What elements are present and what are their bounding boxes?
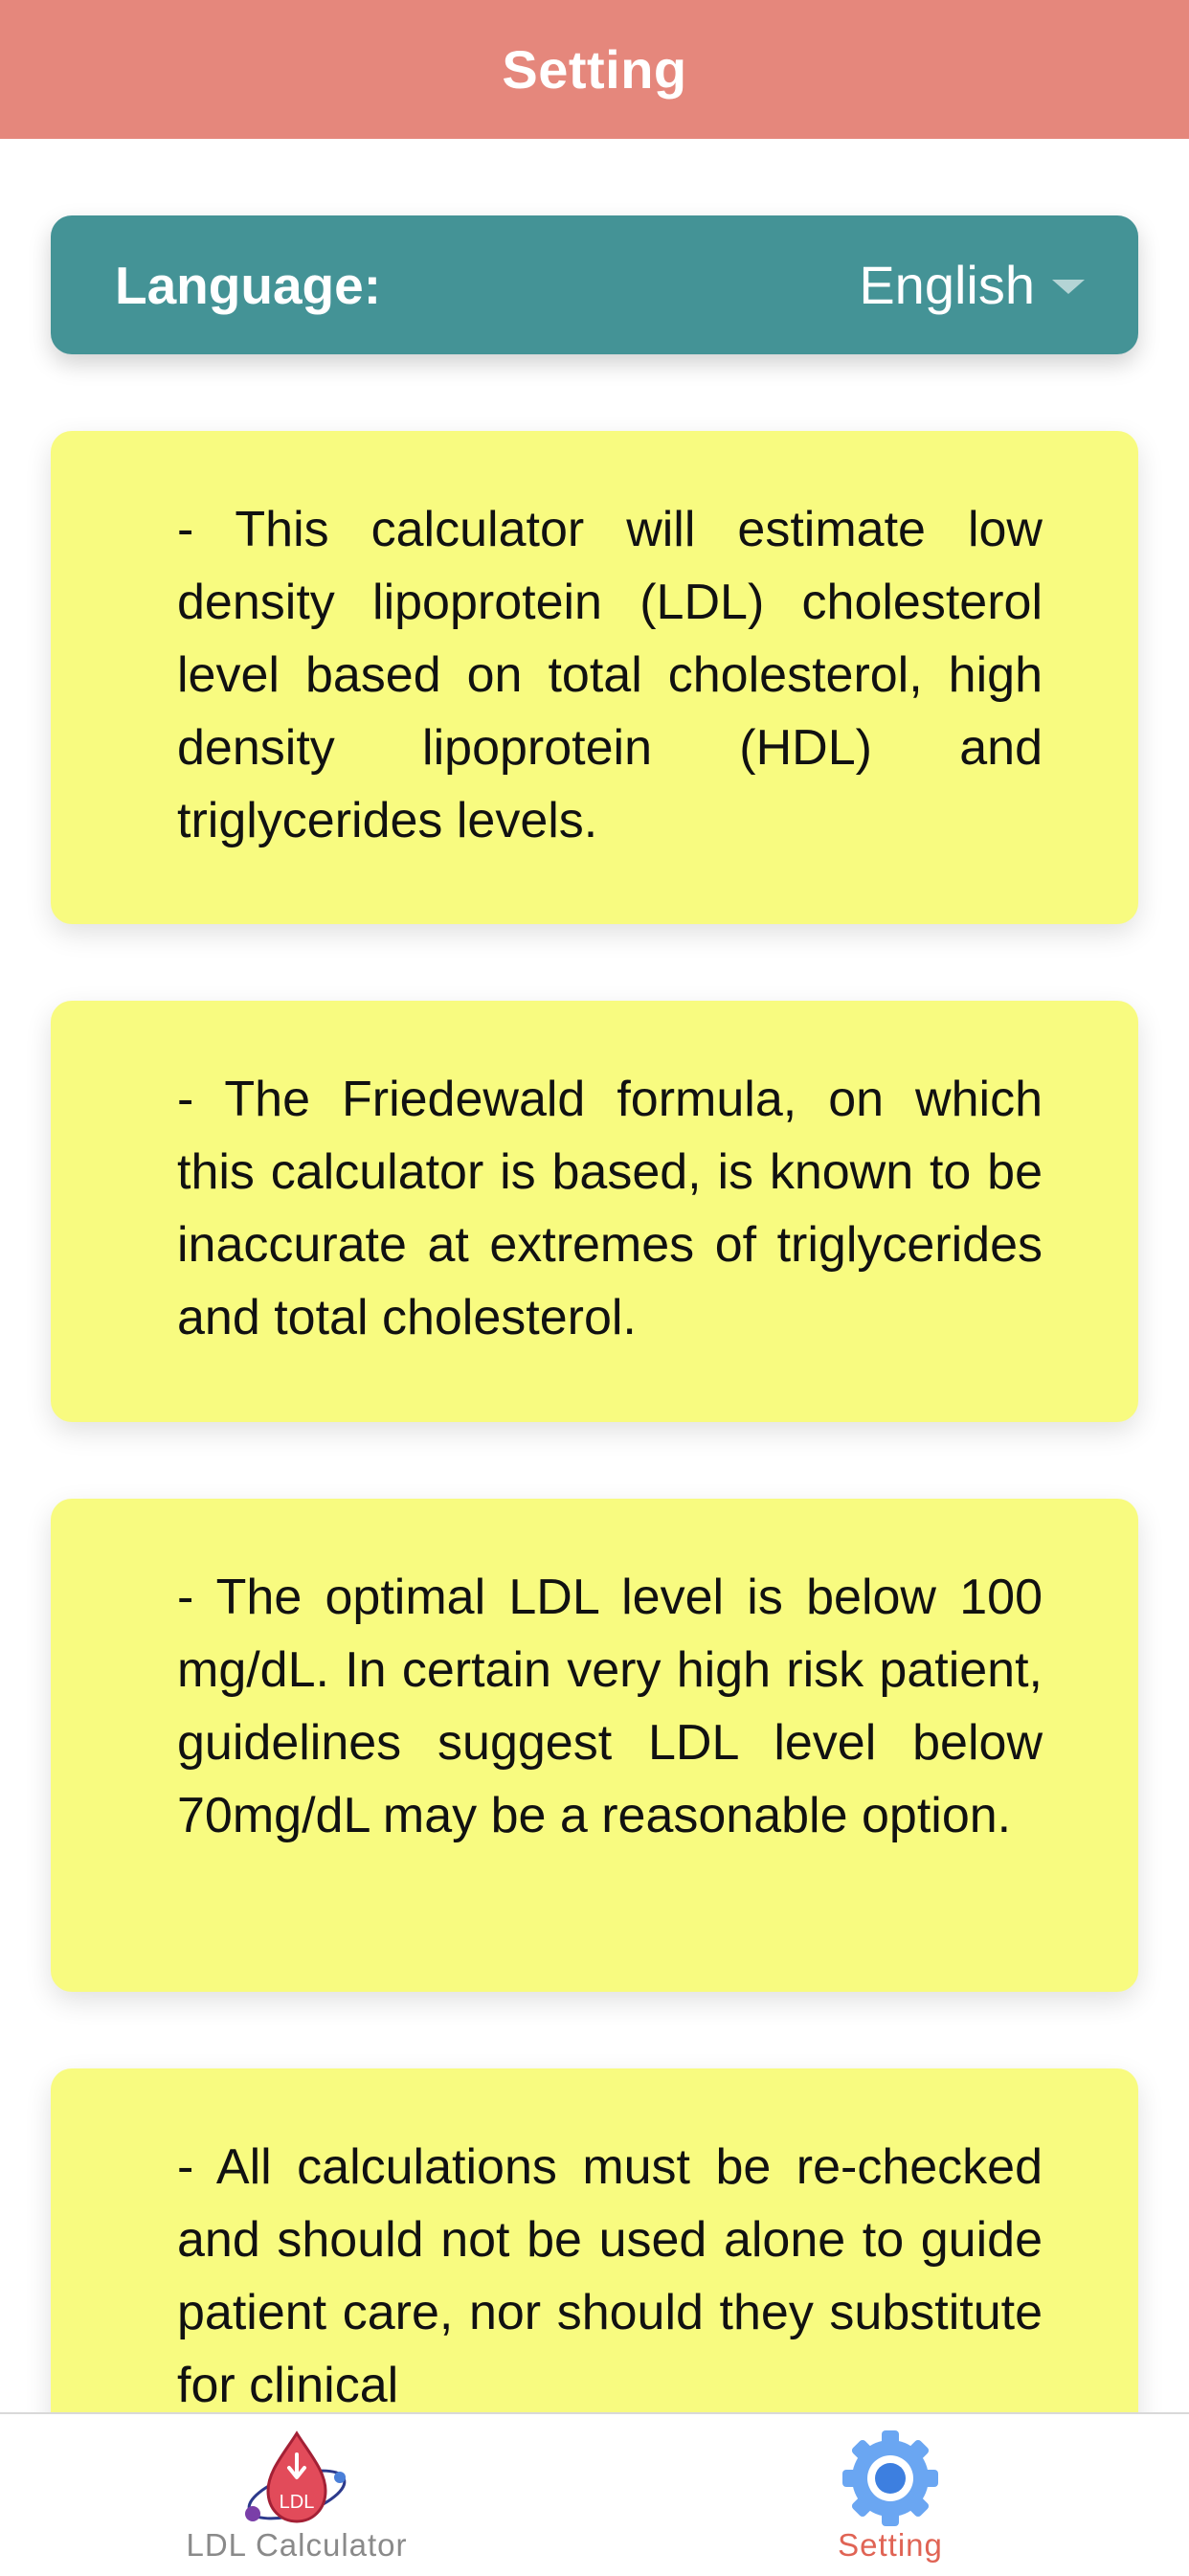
info-card-friedewald [51,1001,1138,1422]
app-header [0,0,1189,139]
info-card-text: - This calculator will estimate low density lipoprotein (LDL) cholesterol level based on total cholesterol, high density lipoprotein (HDL) and triglycerides levels. [177,502,1043,848]
ldl-badge-text: LDL [279,2492,315,2513]
gear-icon[interactable] [835,2428,946,2533]
language-dropdown[interactable] [859,254,1085,316]
tab-label-ldl-calculator[interactable]: LDL Calculator [186,2527,408,2563]
info-card-optimal-ldl [51,1499,1138,1992]
tab-bar [0,2412,1189,2574]
info-card-text: - The optimal LDL level is below 100 mg/dL. In certain very high risk patient, guidelines suggest LDL level below 70mg/dL may be a reasonable option. [177,1570,1043,1843]
settings-content[interactable] [0,139,1189,2412]
tab-label-setting[interactable]: Setting [838,2527,943,2563]
info-card-text: - The Friedewald formula, on which this calculator is based, is known to be inaccurate at extremes of triglycerides and total cholesterol. [177,1072,1043,1345]
tab-ldl-calculator[interactable] [96,2414,498,2576]
info-card-text: - All calculations must be re-checked and should not be used alone to guide patient care, nor should they substitute for clinical [177,2139,1043,2412]
page-title: Setting [502,39,687,100]
info-card-ldl-estimate [51,431,1138,924]
info-card-disclaimer [51,2068,1138,2412]
chevron-down-icon[interactable] [1052,280,1085,294]
language-setting[interactable] [51,215,1138,354]
language-label: Language: [115,255,382,315]
language-selected-value[interactable]: English [859,255,1035,315]
tab-setting[interactable] [689,2414,1091,2576]
ldl-drop-icon[interactable] [241,2428,352,2533]
